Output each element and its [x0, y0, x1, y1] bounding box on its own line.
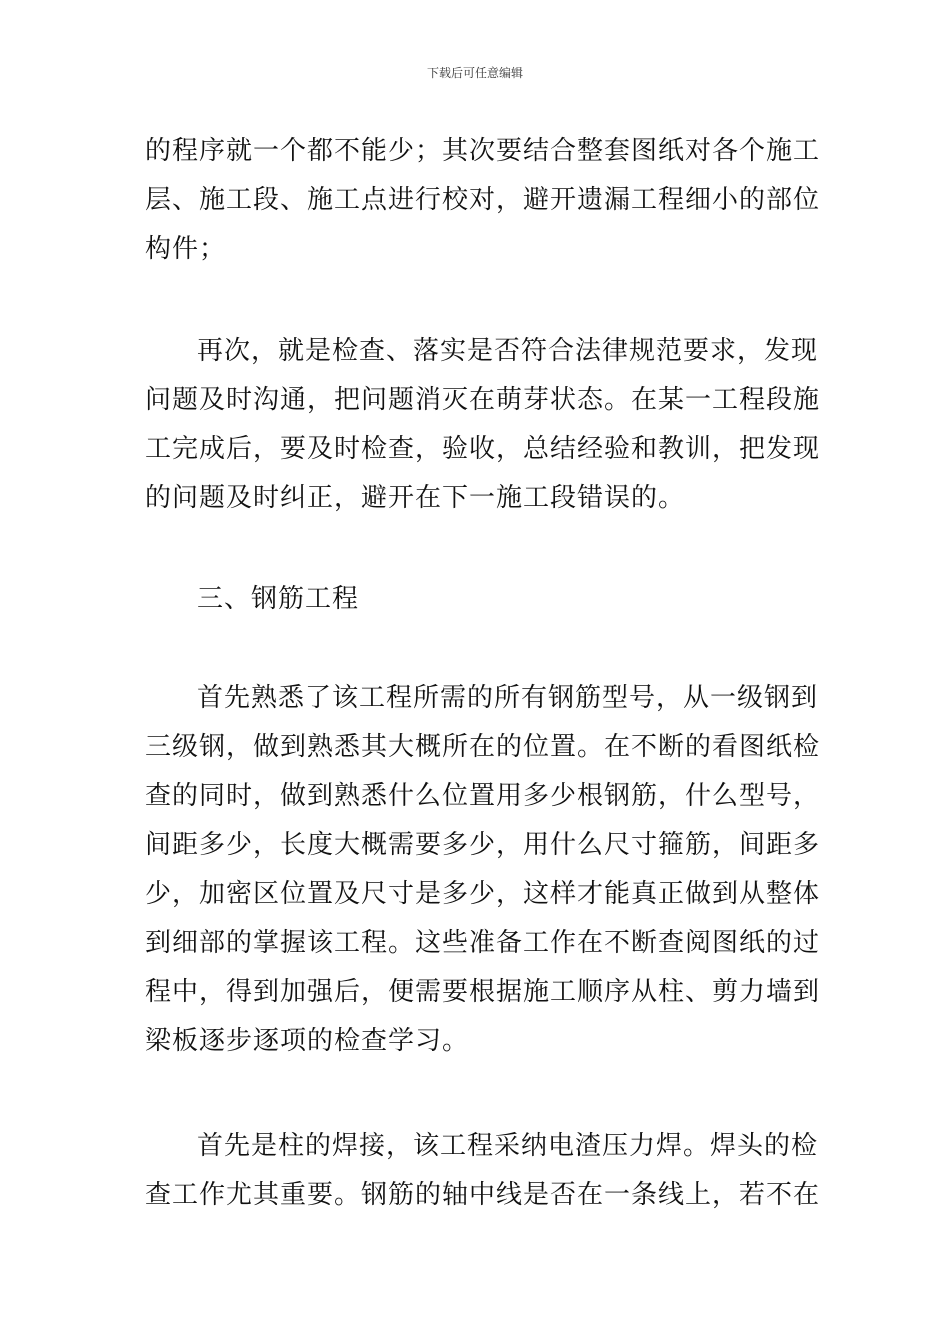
paragraph-2 [145, 327, 821, 523]
page-header: 下载后可任意编辑 [426, 66, 523, 80]
paragraph-3 [145, 674, 821, 1066]
paragraph-line: 首先是柱的焊接，该工程采纳电渣压力焊。焊头的检 [197, 1131, 819, 1161]
paragraph-line: 梁板逐步逐项的检查学习。 [145, 1026, 470, 1056]
paragraph-line: 再次，就是检查、落实是否符合法律规范要求，发现 [197, 336, 819, 366]
paragraph-line: 查工作尤其重要。钢筋的轴中线是否在一条线上，若不在 [145, 1180, 821, 1210]
section-heading: 三、钢筋工程 [197, 584, 360, 614]
paragraph-line: 工完成后，要及时检查，验收，总结经验和教训，把发现 [145, 434, 821, 464]
paragraph-line: 间距多少，长度大概需要多少，用什么尺寸箍筋，间距多 [145, 830, 821, 860]
paragraph-line: 少，加密区位置及尺寸是多少，这样才能真正做到从整体 [145, 879, 821, 909]
paragraph-line: 层、施工段、施工点进行校对，避开遗漏工程细小的部位 [145, 185, 821, 215]
paragraph-line: 首先熟悉了该工程所需的所有钢筋型号，从一级钢到 [197, 683, 819, 713]
paragraph-line: 到细部的掌握该工程。这些准备工作在不断查阅图纸的过 [145, 928, 821, 958]
paragraph-4 [145, 1122, 821, 1220]
paragraph-line: 的问题及时纠正，避开在下一施工段错误的。 [145, 483, 686, 513]
paragraph-line: 问题及时沟通，把问题消灭在萌芽状态。在某一工程段施 [145, 385, 821, 415]
paragraph-line: 三级钢，做到熟悉其大概所在的位置。在不断的看图纸检 [145, 732, 821, 762]
paragraph-line: 构件； [145, 234, 227, 264]
paragraph-1 [145, 127, 821, 274]
paragraph-line: 查的同时，做到熟悉什么位置用多少根钢筋，什么型号， [145, 781, 821, 811]
paragraph-line: 的程序就一个都不能少；其次要结合整套图纸对各个施工 [145, 136, 821, 166]
paragraph-line: 程中，得到加强后，便需要根据施工顺序从柱、剪力墙到 [145, 977, 821, 1007]
